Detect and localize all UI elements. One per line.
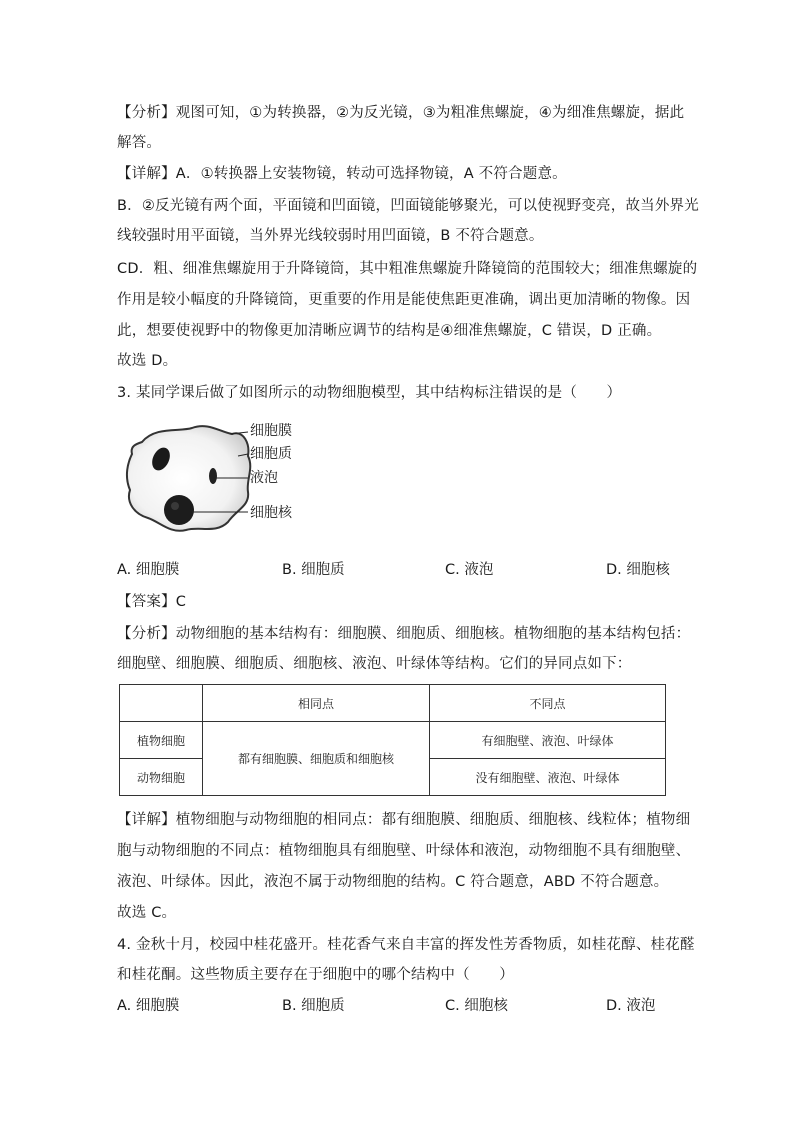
cell-comparison-table [119, 684, 666, 796]
q3-detail-line3: 液泡、叶绿体。因此，液泡不属于动物细胞的结构。C 符合题意，ABD 不符合题意。 [117, 874, 669, 890]
q3-detail-line2: 胞与动物细胞的不同点：植物细胞具有细胞壁、叶绿体和液泡，动物细胞不具有细胞壁、 [117, 843, 691, 859]
question-3-stem: 3. 某同学课后做了如图所示的动物细胞模型，其中结构标注错误的是（ ） [117, 385, 622, 401]
table-header-diff: 不同点 [430, 685, 666, 722]
q3-option-c: C. 液泡 [445, 562, 494, 578]
q3-analysis-line2: 细胞壁、细胞膜、细胞质、细胞核、液泡、叶绿体等结构。它们的异同点如下： [117, 656, 632, 672]
label-vacuole: 液泡 [250, 470, 278, 486]
q4-option-a: A. 细胞膜 [117, 998, 180, 1014]
vacuole-shape [209, 468, 217, 484]
q3-answer: 【答案】C [117, 594, 187, 610]
q3-option-a: A. 细胞膜 [117, 562, 180, 578]
detail-q2-line4: CD．粗、细准焦螺旋用于升降镜筒，其中粗准焦螺旋升降镜筒的范围较大；细准焦螺旋的 [117, 261, 698, 277]
nucleus-shape [164, 495, 194, 525]
analysis-q2-line1: 【分析】观图可知，①为转换器，②为反光镜，③为粗准焦螺旋，④为细准焦螺旋，据此 [117, 105, 685, 121]
detail-q2-line3: 线较强时用平面镜，当外界光线较弱时用凹面镜，B 不符合题意。 [117, 228, 544, 244]
table-header-row [120, 685, 666, 722]
q3-detail-line1: 【详解】植物细胞与动物细胞的相同点：都有细胞膜、细胞质、细胞核、线粒体；植物细 [117, 812, 691, 828]
label-cell-membrane: 细胞膜 [250, 423, 292, 439]
label-nucleus: 细胞核 [250, 505, 292, 521]
q3-option-d: D. 细胞核 [606, 562, 670, 578]
row-label-plant: 植物细胞 [120, 722, 203, 759]
detail-q2-line1: 【详解】A．①转换器上安装物镜，转动可选择物镜，A 不符合题意。 [117, 166, 567, 182]
question-4-stem-line1: 4. 金秋十月，校园中桂花盛开。桂花香气来自丰富的挥发性芳香物质，如桂花醇、桂花醛 [117, 937, 695, 953]
question-4-stem-line2: 和桂花酮。这些物质主要存在于细胞中的哪个结构中（ ） [117, 967, 514, 983]
q3-analysis-line1: 【分析】动物细胞的基本结构有：细胞膜、细胞质、细胞核。植物细胞的基本结构包括： [117, 626, 691, 642]
label-cytoplasm: 细胞质 [250, 446, 292, 462]
q3-option-b: B. 细胞质 [282, 562, 345, 578]
detail-q2-conclusion: 故选 D。 [117, 353, 178, 369]
animal-cell-model-figure [120, 418, 310, 536]
common-points-cell: 都有细胞膜、细胞质和细胞核 [203, 722, 430, 796]
q4-option-b: B. 细胞质 [282, 998, 345, 1014]
q3-conclusion: 故选 C。 [117, 905, 177, 921]
q4-option-d: D. 液泡 [606, 998, 656, 1014]
table-header-empty [120, 685, 203, 722]
plant-diff-cell: 有细胞壁、液泡、叶绿体 [430, 722, 666, 759]
row-label-animal: 动物细胞 [120, 759, 203, 796]
animal-diff-cell: 没有细胞壁、液泡、叶绿体 [430, 759, 666, 796]
analysis-q2-line2: 解答。 [117, 135, 162, 151]
q4-option-c: C. 细胞核 [445, 998, 508, 1014]
detail-q2-line5: 作用是较小幅度的升降镜筒，更重要的作用是能使焦距更准确，调出更加清晰的物像。因 [117, 292, 691, 308]
table-header-common: 相同点 [203, 685, 430, 722]
detail-q2-line2: B．②反光镜有两个面，平面镜和凹面镜，凹面镜能够聚光，可以使视野变亮，故当外界光 [117, 198, 699, 214]
detail-q2-line6: 此，想要使视野中的物像更加清晰应调节的结构是④细准焦螺旋，C 错误，D 正确。 [117, 323, 662, 339]
table-row-plant [120, 722, 666, 759]
